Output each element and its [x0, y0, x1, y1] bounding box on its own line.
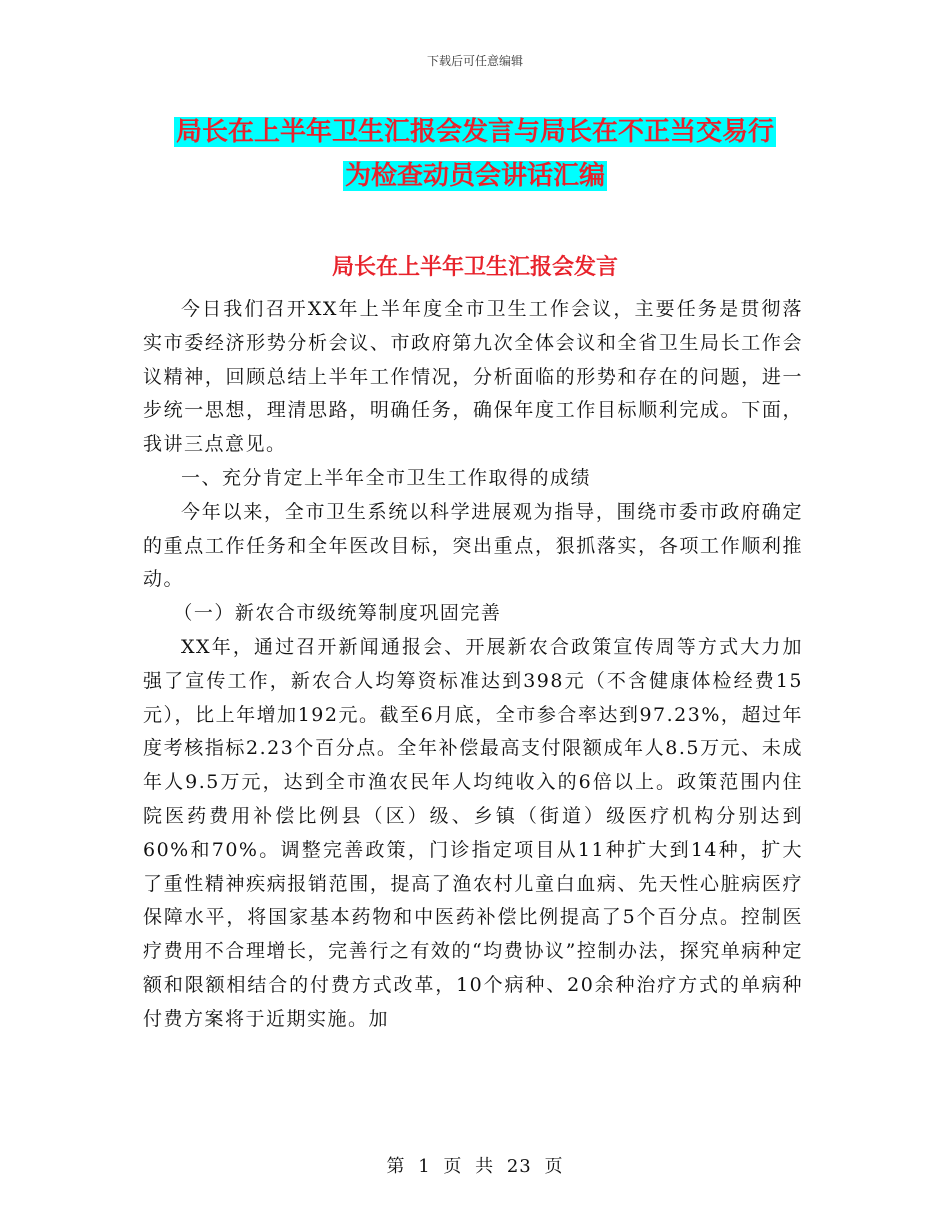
subheading-one: （一）新农合市级统筹制度巩固完善: [173, 602, 502, 625]
page-header-note: 下载后可任意编辑: [426, 54, 523, 68]
document-title-line-2: 为检查动员会讲话汇编: [344, 161, 605, 191]
section-title: 局长在上半年卫生汇报会发言: [331, 254, 618, 280]
document-body: [143, 293, 803, 1037]
document-title-line-1: 局长在上半年卫生汇报会发言与局长在不正当交易行: [175, 117, 774, 147]
paragraph-intro: 今日我们召开XX年上半年度全市卫生工作会议，主要任务是贯彻落实市委经济形势分析会议、市政府第九次全体会议和全省卫生局长工作会议精神，回顾总结上半年工作情况，分析面临的形势和存在的问题，进一步统一思想，理清思路，明确任务，确保年度工作目标顺利完成。下面，我讲三点意见。: [143, 298, 803, 456]
page-number: 第 1 页 共 23 页: [386, 1156, 564, 1177]
document-title: [150, 110, 800, 198]
paragraph-overview: 今年以来，全市卫生系统以科学进展观为指导，围绕市委市政府确定的重点工作任务和全年医改目标，突出重点，狠抓落实，各项工作顺利推动。: [143, 500, 803, 591]
paragraph-new-rural-coop: XX年，通过召开新闻通报会、开展新农合政策宣传周等方式大力加强了宣传工作，新农合人均筹资标准达到398元（不含健康体检经费15元），比上年增加192元。截至6月底，全市参合率达到97.23%，超过年度考核指标2.23个百分点。全年补偿最高支付限额成年人8.5万元、未成年人9.5万元，达到全市渔农民年人均纯收入的6倍以上。政策范围内住院医药费用补偿比例县（区）级、乡镇（街道）级医疗机构分别达到60%和70%。调整完善政策，门诊指定项目从11种扩大到14种，扩大了重性精神疾病报销范围，提高了渔农村儿童白血病、先天性心脏病医疗保障水平，将国家基本药物和中医药补偿比例提高了5个百分点。控制医疗费用不合理增长，完善行之有效的“均费协议”控制办法，探究单病种定额和限额相结合的付费方式改革，10个病种、20余种治疗方式的单病种付费方案将于近期实施。加: [143, 635, 803, 1030]
heading-part-one: 一、充分肯定上半年全市卫生工作取得的成绩: [181, 466, 592, 489]
